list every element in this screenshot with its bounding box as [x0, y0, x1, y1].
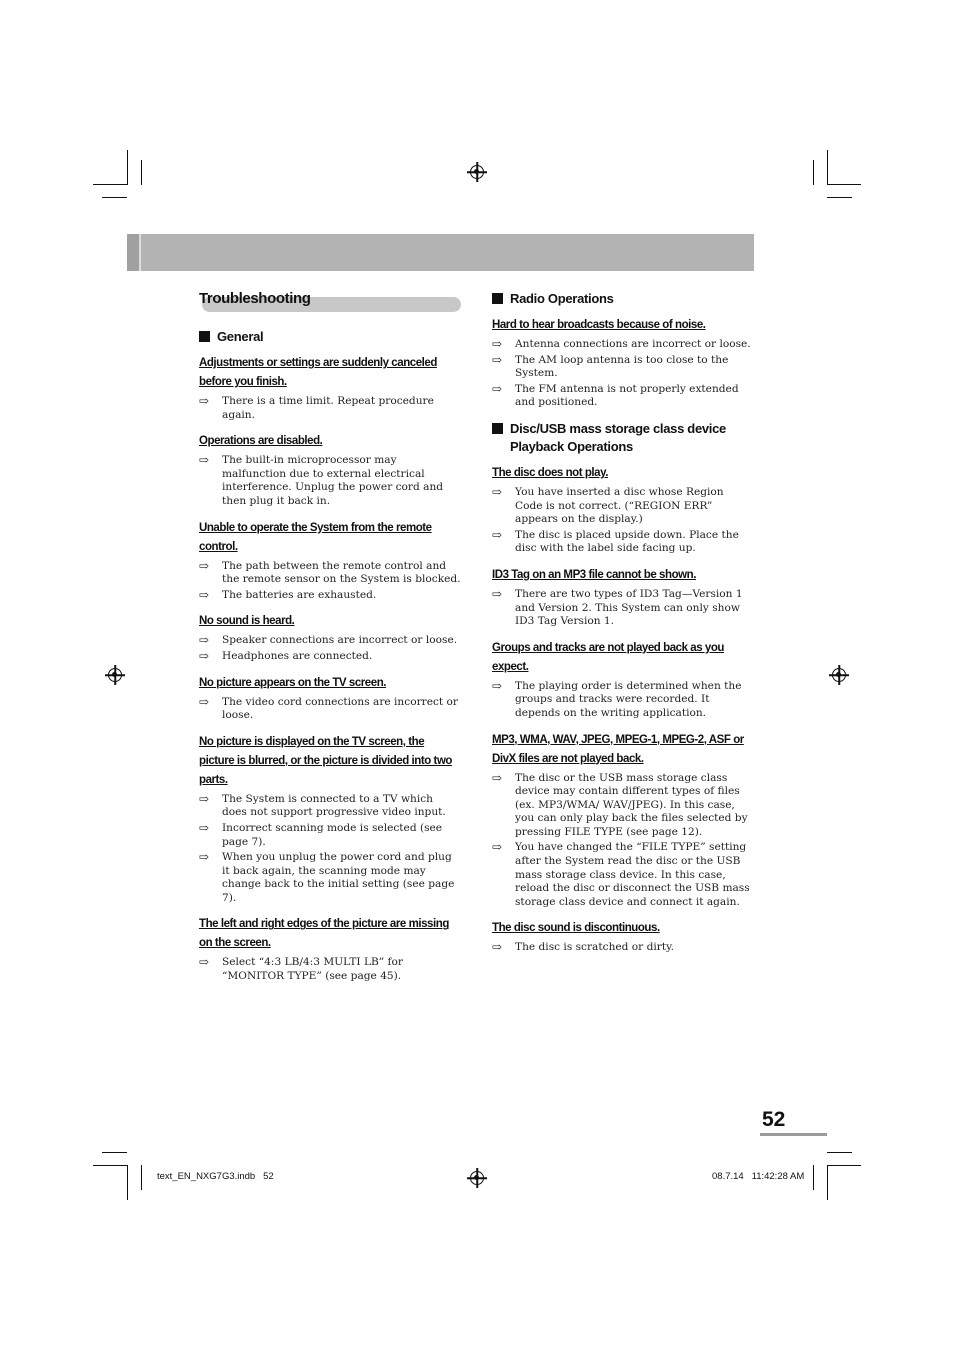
solution-text: The playing order is determined when the groups and tracks were recorded. It depends on the writing application.: [515, 679, 742, 719]
crop-mark: [127, 1165, 128, 1200]
crop-mark: [813, 1165, 814, 1190]
square-bullet-icon: [199, 331, 210, 342]
solution-text: Select “4:3 LB/4:3 MULTI LB” for “MONITOR TYPE” (see page 45).: [222, 956, 403, 983]
solution-text: The video cord connections are incorrect or loose.: [222, 695, 458, 722]
solution-text: You have inserted a disc whose Region Code is not correct. (“REGION ERR” appears on the display.): [515, 485, 724, 526]
problem-heading: Operations are disabled.: [199, 435, 323, 448]
solution-text: The FM antenna is not properly extended and positioned.: [515, 382, 739, 409]
arrow-icon: ⇨: [492, 840, 503, 855]
qa-item: [199, 519, 461, 603]
footer-timestamp: 08.7.14 11:42:28 AM: [712, 1171, 805, 1182]
arrow-icon: ⇨: [492, 678, 503, 693]
arrow-icon: ⇨: [199, 694, 210, 709]
solution-text: The System is connected to a TV which does not support progressive video input.: [222, 792, 446, 819]
registration-mark-icon: [470, 1171, 484, 1185]
solution-text: Headphones are connected.: [222, 649, 373, 662]
section-heading-disc: [492, 420, 754, 456]
solution-item: [492, 588, 754, 629]
problem-heading: No picture is displayed on the TV screen, the picture is blurred, or the picture is divided into two parts.: [199, 735, 453, 786]
solution-text: The path between the remote control and the remote sensor on the System is blocked.: [222, 559, 461, 586]
qa-item: [199, 432, 461, 508]
solution-item: [492, 772, 754, 840]
problem-heading: No picture appears on the TV screen.: [199, 676, 387, 689]
problem-heading: The left and right edges of the picture are missing on the screen.: [199, 918, 449, 950]
solution-text: Antenna connections are incorrect or loose.: [515, 338, 751, 350]
solution-item: [199, 395, 461, 422]
left-items: [199, 354, 461, 984]
page-number: 52: [762, 1108, 786, 1131]
solution-item: [492, 354, 754, 381]
crop-mark: [141, 1165, 142, 1190]
qa-item: [492, 731, 754, 910]
arrow-icon: ⇨: [199, 453, 210, 468]
arrow-icon: ⇨: [199, 850, 210, 865]
qa-item: [199, 915, 461, 983]
solution-item: [199, 696, 461, 723]
solution-item: [199, 634, 461, 648]
arrow-icon: ⇨: [199, 394, 210, 408]
crop-mark: [813, 160, 814, 185]
solution-item: [199, 956, 461, 983]
crop-mark: [127, 150, 128, 185]
square-bullet-icon: [492, 423, 503, 434]
arrow-icon: ⇨: [492, 527, 503, 542]
disc-items: [492, 464, 754, 955]
arrow-icon: ⇨: [199, 633, 210, 648]
qa-item: [492, 316, 754, 410]
crop-mark: [827, 1165, 828, 1200]
qa-item: [199, 354, 461, 422]
page-number-rule: [760, 1133, 827, 1136]
problem-heading: Adjustments or settings are suddenly canceled before you finish.: [199, 357, 437, 388]
qa-item: [492, 919, 754, 955]
solution-item: [199, 851, 461, 905]
section-heading-radio: [492, 290, 754, 308]
problem-heading: Groups and tracks are not played back as you expect.: [492, 641, 725, 673]
solution-item: [492, 841, 754, 909]
solution-item: [199, 560, 461, 587]
problem-heading: The disc sound is discontinuous.: [492, 922, 660, 935]
crop-mark: [827, 1165, 861, 1166]
arrow-icon: ⇨: [199, 820, 210, 835]
qa-item: [492, 639, 754, 721]
section-title: Disc/USB mass storage class device Playback Operations: [510, 420, 726, 454]
solution-text: Incorrect scanning mode is selected (see page 7).: [222, 821, 443, 848]
crop-mark: [827, 150, 828, 185]
solution-item: [199, 822, 461, 849]
solution-item: [492, 338, 754, 352]
header-banner: [127, 234, 754, 271]
arrow-icon: ⇨: [199, 955, 210, 970]
solution-item: [492, 486, 754, 527]
crop-mark: [93, 1165, 127, 1166]
solution-text: The disc is scratched or dirty.: [515, 941, 675, 954]
right-column: [492, 290, 754, 965]
solution-text: The AM loop antenna is too close to the System.: [515, 353, 729, 380]
footer-file-info: text_EN_NXG7G3.indb 52: [157, 1171, 274, 1182]
arrow-icon: ⇨: [199, 648, 210, 663]
radio-items: [492, 316, 754, 410]
solution-text: The disc or the USB mass storage class device may contain different types of files (ex. MP3/WMA/ WAV/JPEG). In this case, you can only play back the files selected by pressing FILE TYPE (see page 12).: [515, 771, 748, 838]
qa-item: [199, 674, 461, 723]
solution-text: When you unplug the power cord and plug it back again, the scanning mode may change back to the initial setting (see page 7).: [222, 851, 455, 904]
arrow-icon: ⇨: [199, 558, 210, 573]
solution-item: [199, 454, 461, 508]
crop-mark: [827, 184, 861, 185]
left-column: [199, 328, 461, 994]
arrow-icon: ⇨: [492, 586, 503, 601]
problem-heading: MP3, WMA, WAV, JPEG, MPEG-1, MPEG-2, ASF or DivX files are not played back.: [492, 733, 744, 765]
registration-mark-icon: [832, 668, 846, 682]
crop-mark: [102, 197, 127, 198]
arrow-icon: ⇨: [199, 791, 210, 806]
arrow-icon: ⇨: [492, 484, 503, 499]
arrow-icon: ⇨: [492, 770, 503, 785]
arrow-icon: ⇨: [199, 587, 210, 602]
qa-item: [492, 464, 754, 556]
crop-mark: [141, 160, 142, 185]
problem-heading: No sound is heard.: [199, 615, 295, 628]
arrow-icon: ⇨: [492, 381, 503, 396]
qa-item: [199, 612, 461, 663]
section-title: Radio Operations: [510, 291, 614, 306]
arrow-icon: ⇨: [492, 337, 503, 351]
solution-text: Speaker connections are incorrect or loose.: [222, 634, 458, 647]
solution-text: The built-in microprocessor may malfunction due to external electrical interference. Unplug the power cord and then plug it back in.: [222, 454, 444, 507]
solution-item: [492, 529, 754, 556]
qa-item: [199, 733, 461, 906]
qa-item: [492, 566, 754, 629]
arrow-icon: ⇨: [492, 352, 503, 367]
section-title: General: [217, 329, 264, 344]
registration-mark-icon: [108, 668, 122, 682]
crop-mark: [827, 197, 852, 198]
section-heading-general: [199, 328, 461, 346]
solution-item: [199, 650, 461, 664]
solution-item: [199, 793, 461, 820]
problem-heading: ID3 Tag on an MP3 file cannot be shown.: [492, 568, 696, 581]
registration-mark-icon: [470, 165, 484, 179]
solution-text: There are two types of ID3 Tag—Version 1 and Version 2. This System can only show ID3 Tag Version 1.: [515, 587, 743, 628]
solution-text: You have changed the “FILE TYPE” setting after the System read the disc or the USB mass storage class device. In this case, reload the disc or disconnect the USB mass storage class device and connect it again.: [515, 841, 750, 908]
solution-item: [492, 383, 754, 410]
solution-text: The disc is placed upside down. Place the disc with the label side facing up.: [515, 528, 739, 555]
solution-item: [492, 941, 754, 955]
square-bullet-icon: [492, 293, 503, 304]
solution-text: The batteries are exhausted.: [222, 588, 377, 601]
crop-mark: [827, 1152, 852, 1153]
problem-heading: Hard to hear broadcasts because of noise.: [492, 319, 706, 331]
solution-item: [492, 680, 754, 721]
solution-item: [199, 589, 461, 603]
arrow-icon: ⇨: [492, 940, 503, 955]
crop-mark: [93, 184, 127, 185]
crop-mark: [102, 1152, 127, 1153]
problem-heading: Unable to operate the System from the remote control.: [199, 521, 432, 553]
page-title: Troubleshooting: [199, 290, 311, 307]
problem-heading: The disc does not play.: [492, 466, 608, 479]
solution-text: There is a time limit. Repeat procedure again.: [222, 395, 434, 421]
